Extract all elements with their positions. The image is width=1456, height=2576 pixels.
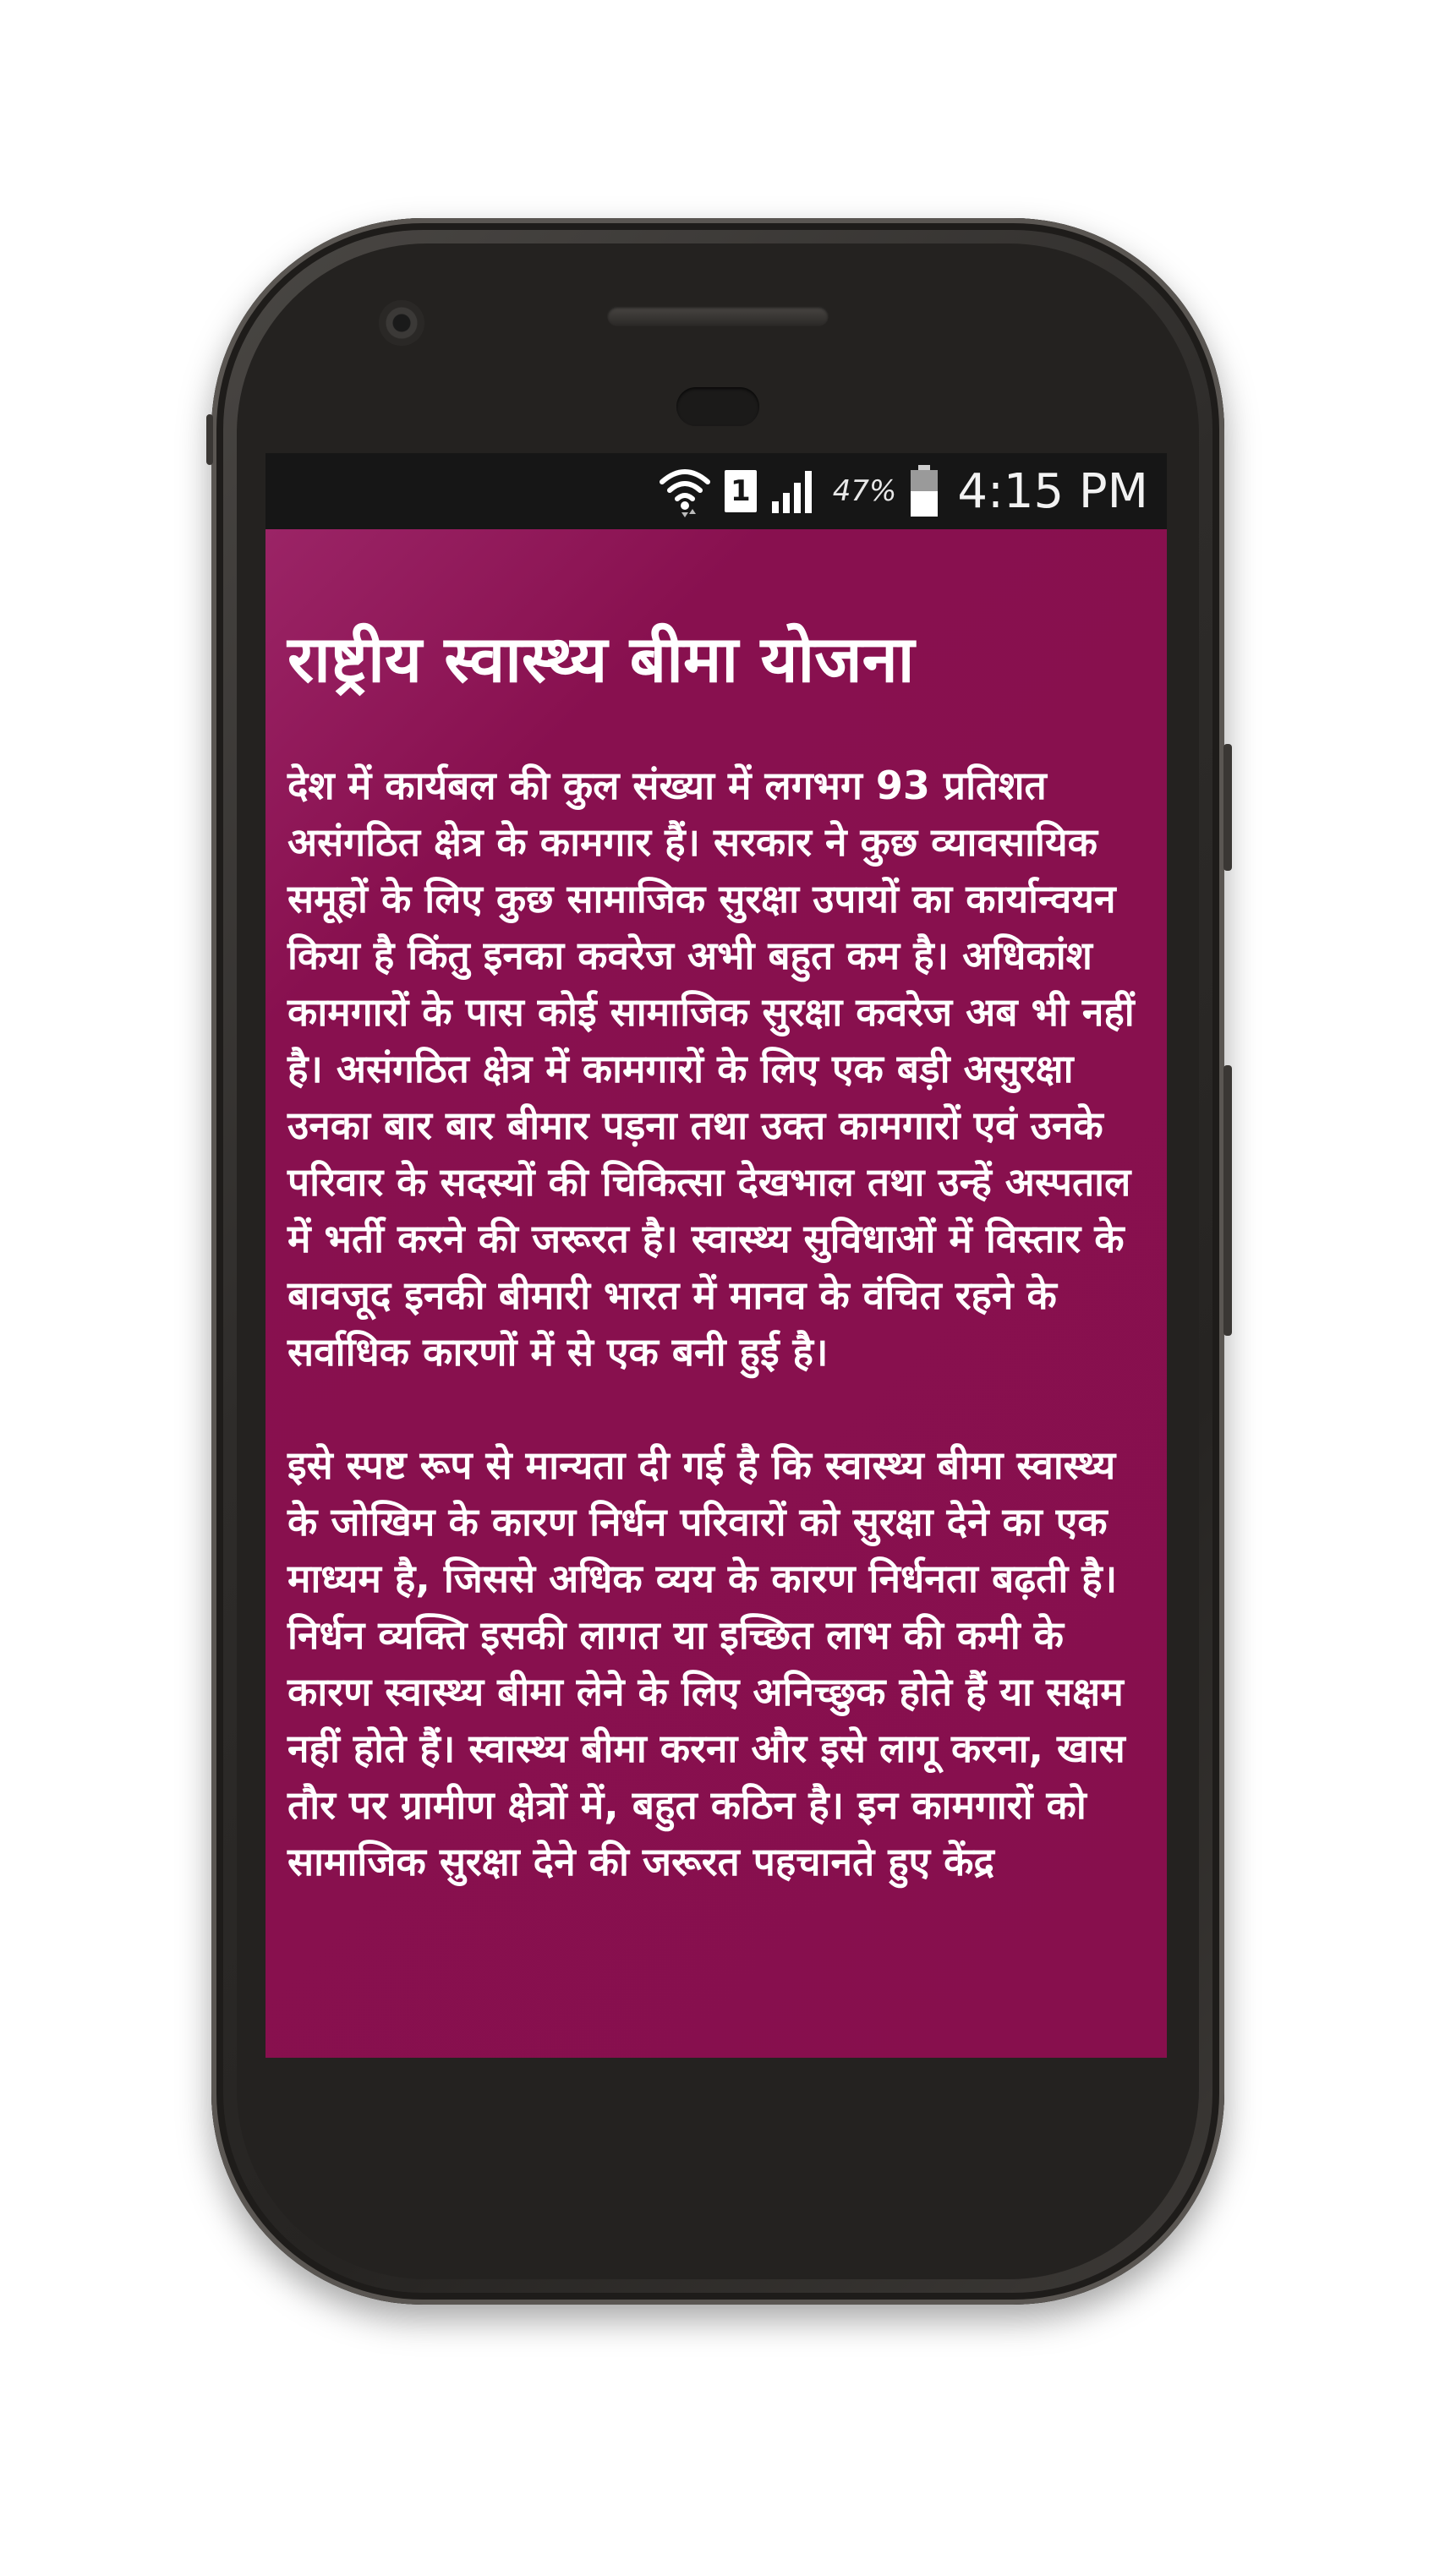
volume-button bbox=[1223, 744, 1232, 871]
article-body bbox=[287, 757, 1147, 1947]
left-side-button bbox=[206, 414, 213, 465]
power-button bbox=[1223, 1065, 1232, 1336]
signal-icon bbox=[770, 468, 819, 515]
status-icons bbox=[659, 462, 1148, 521]
article-paragraph: इसे स्पष्ट रूप से मान्यता दी गई है कि स्वास्थ्य बीमा स्वास्थ्य के जोखिम के कारण निर्धन परिवारों को सुरक्षा देने का एक माध्यम है, जिससे अधिक व्यय के कारण निर्धनता बढ़ती है। निर्धन व्यक्ति इसकी लागत या इच्छित लाभ की कमी के कारण स्वास्थ्य बीमा लेने के लिए अनिच्छुक होते हैं या सक्षम नहीं होते हैं। स्वास्थ्य बीमा करना और इसे लागू करना, खास तौर पर ग्रामीण क्षेत्रों में, बहुत कठिन है। इन कामगारों को सामाजिक सुरक्षा देने की जरूरत पहचानते हुए केंद्र bbox=[287, 1442, 1125, 1884]
article-title: राष्ट्रीय स्वास्थ्य बीमा योजना bbox=[287, 621, 915, 697]
article-paragraph: देश में कार्यबल की कुल संख्या में लगभग 93 प्रतिशत असंगठित क्षेत्र के कामगार हैं। सरकार ने कुछ व्यावसायिक समूहों के लिए कुछ सामाजिक सुरक्षा उपायों का कार्यान्वयन किया है किंतु इनका कवरेज अभी बहुत कम है। अधिकांश कामगारों के पास कोई सामाजिक सुरक्षा कवरेज अब भी नहीं है। असंगठित क्षेत्र में कामगारों के लिए एक बड़ी असुरक्षा उनका बार बार बीमार पड़ना तथा उक्त कामगारों एवं उनके परिवार के सदस्यों की चिकित्सा देखभाल तथा उन्हें अस्पताल में भर्ती करने की जरूरत है। स्वास्थ्य सुविधाओं में विस्तार के बावजूद इनकी बीमारी भारत में मानव के वंचित रहने के सर्वाधिक कारणों में से एक बनी हुई है। bbox=[287, 763, 1135, 1375]
earpiece-speaker bbox=[607, 306, 829, 326]
front-camera bbox=[379, 300, 424, 346]
status-bar bbox=[265, 453, 1167, 529]
phone-screen bbox=[265, 453, 1167, 2058]
battery-percent: 47% bbox=[832, 474, 897, 508]
wifi-icon bbox=[659, 463, 711, 519]
proximity-sensor bbox=[676, 387, 759, 426]
sim-slot-indicator: 1 bbox=[725, 470, 757, 512]
article-content[interactable] bbox=[265, 529, 1167, 2058]
battery-icon bbox=[910, 465, 939, 517]
status-clock: 4:15 PM bbox=[957, 463, 1148, 519]
